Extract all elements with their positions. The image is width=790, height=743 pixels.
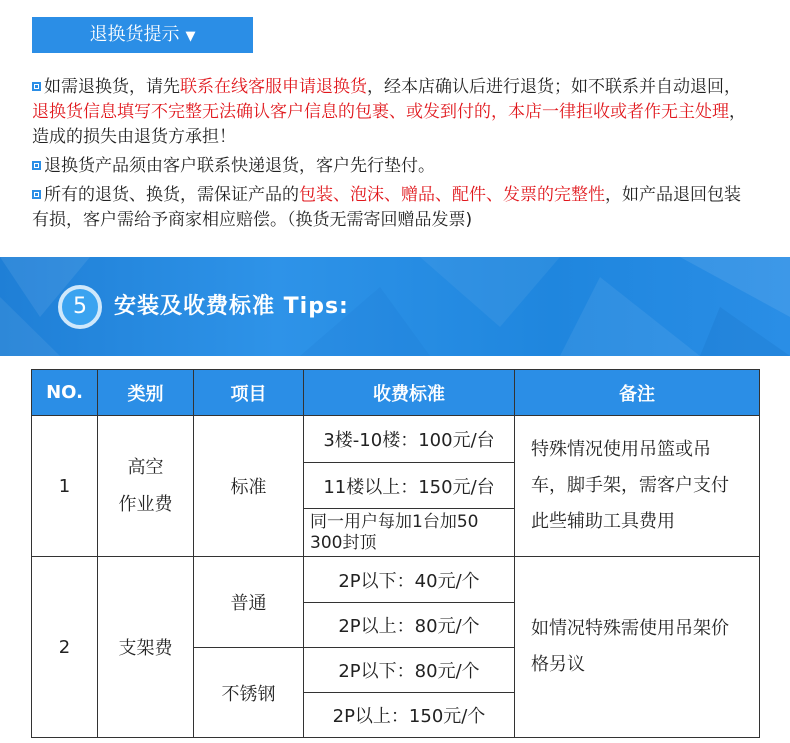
row2-fee-3: 2P以下：80元/个	[304, 648, 515, 693]
row2-fee-1: 2P以下：40元/个	[304, 557, 515, 603]
return-policy-title: 退换货提示	[89, 24, 180, 45]
section-number-badge: 5	[58, 285, 102, 329]
square-bullet-icon	[32, 161, 41, 170]
policy-item-1: 如需退换货，请先联系在线客服申请退换货，经本店确认后进行退货；如不联系并自动退回，退换货信息填写不完整无法确认客户信息的包裹、或发到付的，本店一律拒收或者作无主处理，造成的损失由退货方承担！	[32, 77, 746, 147]
row1-fee-3: 同一用户每加1台加50 300封顶	[304, 509, 515, 557]
dropdown-arrow-icon: ▼	[185, 29, 196, 44]
row1-note: 特殊情况使用吊篮或吊车，脚手架，需客户支付此些辅助工具费用	[515, 416, 760, 557]
square-bullet-icon	[32, 82, 41, 91]
row2-note: 如情况特殊需使用吊架价格另议	[515, 557, 760, 738]
fee-table	[31, 369, 760, 738]
row2-no: 2	[32, 557, 98, 738]
row2-category: 支架费	[98, 557, 194, 738]
table-row	[32, 416, 760, 463]
return-policy-list	[32, 75, 757, 237]
square-bullet-icon	[32, 190, 41, 199]
section-banner	[0, 257, 790, 356]
header-no: NO.	[32, 370, 98, 416]
row2-fee-2: 2P以上：80元/个	[304, 603, 515, 648]
row1-item: 标准	[194, 416, 304, 557]
section-title: 安装及收费标准 Tips:	[114, 294, 349, 319]
policy-item-2: 退换货产品须由客户联系快递退货，客户先行垫付。	[32, 154, 757, 179]
header-item: 项目	[194, 370, 304, 416]
row1-fee-2: 11楼以上：150元/台	[304, 463, 515, 509]
row1-fee-1: 3楼-10楼：100元/台	[304, 416, 515, 463]
row2-fee-4: 2P以上：150元/个	[304, 693, 515, 738]
row2-item-1: 普通	[194, 557, 304, 648]
row1-category: 高空 作业费	[98, 416, 194, 557]
header-fee: 收费标准	[304, 370, 515, 416]
return-policy-header	[32, 17, 253, 53]
table-row	[32, 557, 760, 603]
row1-no: 1	[32, 416, 98, 557]
policy-item-3: 所有的退货、换货，需保证产品的包装、泡沫、赠品、配件、发票的完整性，如产品退回包装有损，客户需给予商家相应赔偿。（换货无需寄回赠品发票)	[32, 185, 741, 230]
header-note: 备注	[515, 370, 760, 416]
row2-item-2: 不锈钢	[194, 648, 304, 738]
header-category: 类别	[98, 370, 194, 416]
table-header-row	[32, 370, 760, 416]
